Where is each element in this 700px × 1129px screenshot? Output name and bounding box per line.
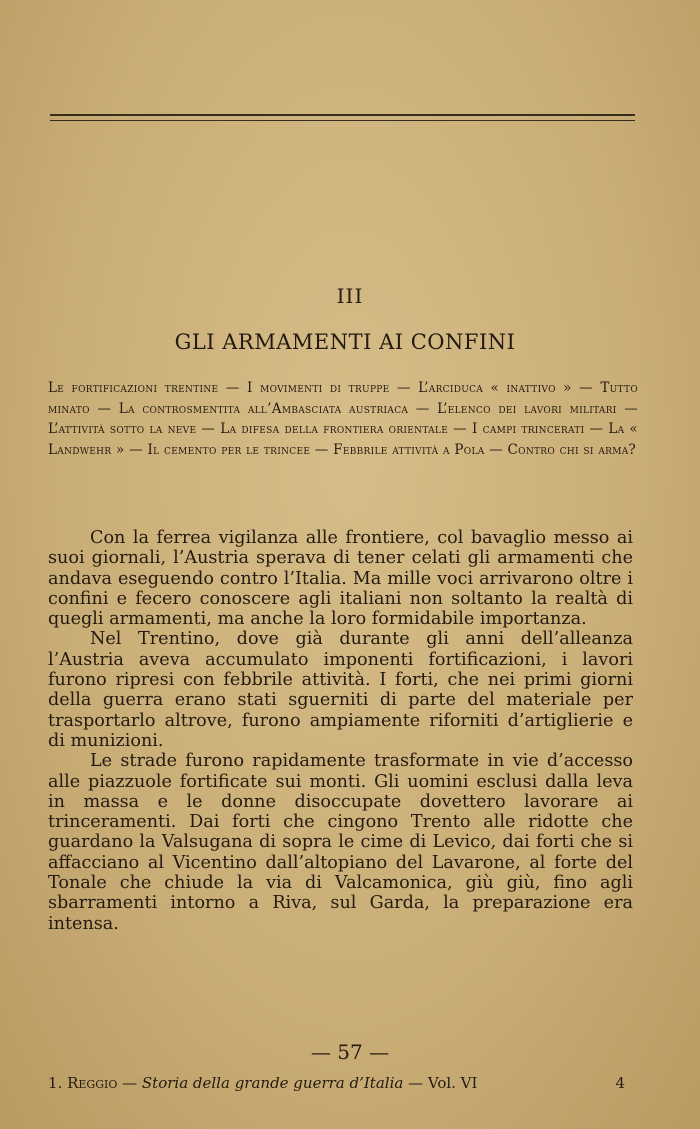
footer-book-title: Storia della grande guerra d’Italia [141,1074,404,1092]
chapter-number: III [336,284,364,308]
body-text [48,528,633,934]
page-number: — 57 — [310,1040,390,1064]
footer-credit-prefix: 1. Reggio — [48,1074,138,1092]
header-rule-thick [50,114,635,116]
chapter-summary: Le fortificazioni trentine — I movimenti di truppe — L’arciduca « inattivo » — Tutto minato — La controsmentita all’Ambasciata austriaca — L’elenco dei lavori militari — L’attività sotto la neve — La difesa della frontiera orientale — I campi trincerati — La « Landwehr » — Il cemento per le trincee — Febbrile attività a Pola — Contro chi si arma? [48,380,638,458]
footer-signature-mark: 4 [615,1074,625,1092]
chapter-title: GLI ARMAMENTI AI CONFINI [174,330,516,354]
paragraph: Le strade furono rapidamente trasformate in vie d’accesso alle piazzuole fortificate sui monti. Gli uomini esclusi dalla leva in massa e le donne disoccupate dovettero lavorare ai trinceramenti. Dai forti che cingono Trento alle ridotte che guardano la Valsugana di sopra le cime di Levico, dai forti che si affacciano al Vicentino dall’altopiano del Lavarone, al forte del Tonale che chiude la via di Valcamonica, giù giù, fino agli sbarramenti intorno a Riva, sul Garda, la preparazione era intensa. [48,751,633,934]
paragraph: Con la ferrea vigilanza alle frontiere, col bavaglio messo ai suoi giornali, l’Austria sperava di tener celati gli armamenti che andava eseguendo contro l’Italia. Ma mille voci arrivarono oltre i confini e fecero conoscere agli italiani non soltanto la realtà di quegli armamenti, ma anche la loro formidabile importanza. [48,528,633,630]
header-rule-thin [50,120,635,121]
footer [48,1074,633,1092]
paragraph: Nel Trentino, dove già durante gli anni dell’alleanza l’Austria aveva accumulato imponenti fortificazioni, i lavori furono ripresi con febbrile attività. I forti, che nei primi giorni della guerra erano stati sguerniti di parte del materiale per trasportarlo altrove, furono ampiamente riforniti d’artiglierie e di munizioni. [48,629,633,751]
footer-volume: — Vol. VI [408,1074,478,1092]
